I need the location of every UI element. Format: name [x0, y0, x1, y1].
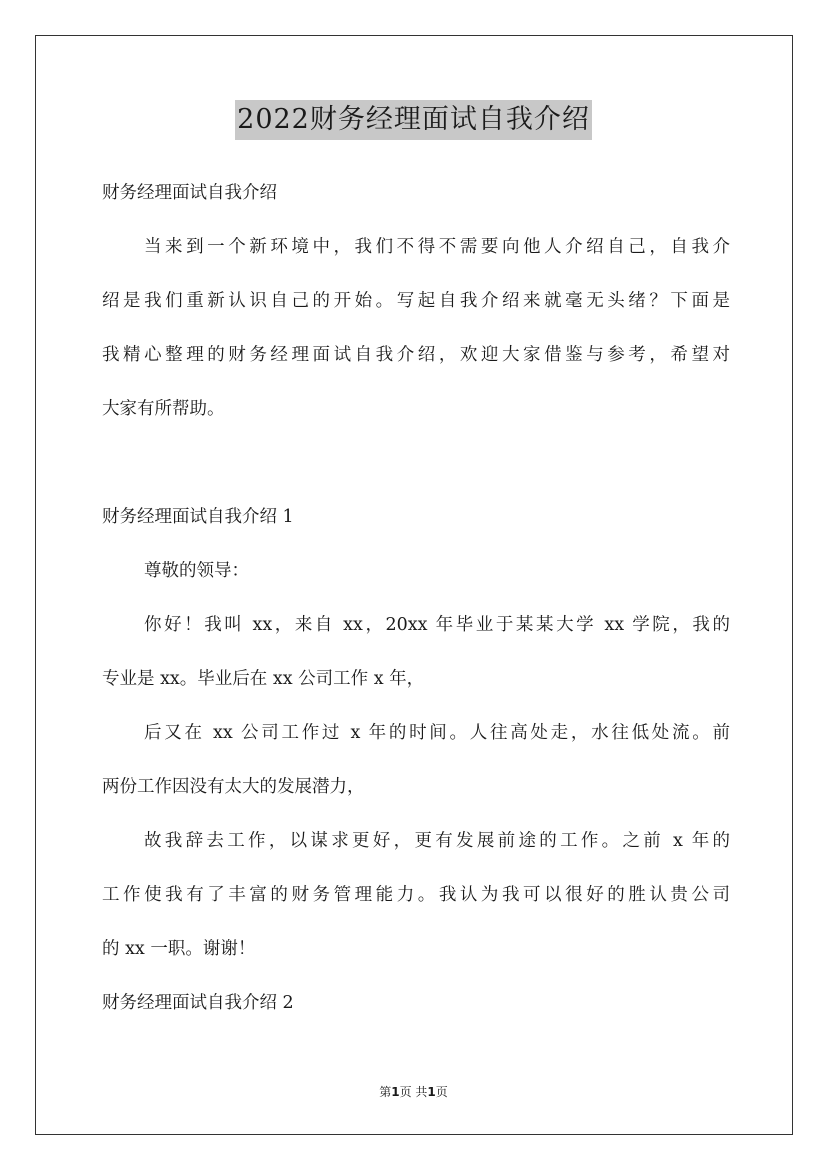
document-title: 2022财务经理面试自我介绍 — [235, 100, 592, 140]
document-body — [102, 166, 730, 1030]
paragraph-line: 绍是我们重新认识自己的开始。写起自我介绍来就毫无头绪？下面是 — [102, 291, 730, 311]
paragraph-line: 两份工作因没有太大的发展潜力， — [102, 777, 365, 797]
section-heading-intro: 财务经理面试自我介绍 — [102, 183, 277, 203]
paragraph-line: 后又在 xx 公司工作过 x 年的时间。人往高处走，水往低处流。前 — [144, 723, 730, 743]
footer-page-mid: 页 共 — [399, 1085, 428, 1099]
paragraph-line: 我精心整理的财务经理面试自我介绍，欢迎大家借鉴与参考，希望对 — [102, 345, 730, 365]
title-container — [0, 100, 827, 140]
paragraph-line: 工作使我有了丰富的财务管理能力。我认为我可以很好的胜认贵公司 — [102, 885, 730, 905]
paragraph-line: 你好！我叫 xx，来自 xx，20xx 年毕业于某某大学 xx 学院，我的 — [144, 615, 730, 635]
salutation: 尊敬的领导： — [144, 561, 249, 581]
paragraph-line: 的 xx 一职。谢谢！ — [102, 939, 256, 959]
footer-page-current: 1 — [391, 1085, 400, 1099]
footer-page-suffix: 页 — [435, 1085, 448, 1099]
paragraph-line: 当来到一个新环境中，我们不得不需要向他人介绍自己，自我介 — [144, 237, 730, 257]
section-heading-2: 财务经理面试自我介绍 2 — [102, 993, 294, 1013]
blank-line — [102, 436, 730, 490]
section-heading-1: 财务经理面试自我介绍 1 — [102, 507, 294, 527]
paragraph-line: 大家有所帮助。 — [102, 399, 225, 419]
paragraph-line: 专业是 xx。毕业后在 xx 公司工作 x 年， — [102, 669, 425, 689]
page-footer — [0, 1083, 827, 1101]
paragraph-line: 故我辞去工作，以谋求更好，更有发展前途的工作。之前 x 年的 — [144, 831, 730, 851]
footer-page-total: 1 — [427, 1085, 436, 1099]
footer-page-prefix: 第 — [379, 1085, 392, 1099]
